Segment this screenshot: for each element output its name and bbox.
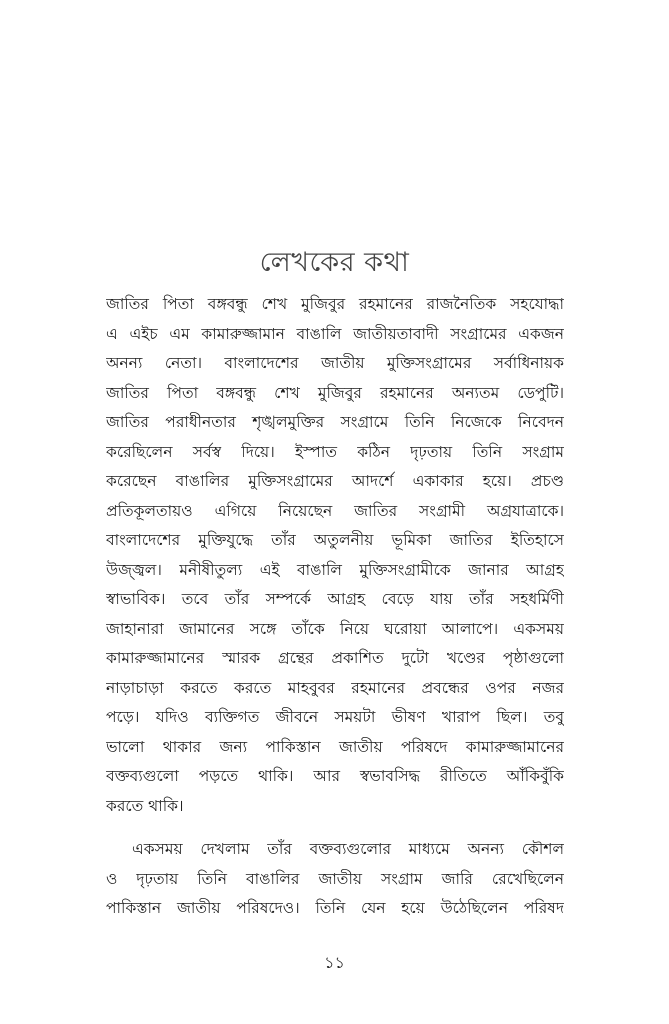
- text-line: করেছিলেন সর্বস্ব দিয়ে। ইস্পাত কঠিন দৃঢ়তায় তিনি সংগ্রাম: [106, 442, 564, 461]
- body-text: [106, 290, 564, 924]
- text-line: এ এইচ এম কামারুজ্জামান বাঙালি জাতীয়তাবাদী সংগ্রামের একজন: [106, 324, 564, 343]
- text-line: উজ্জ্বল। মনীষীতুল্য এই বাঙালি মুক্তিসংগ্রামীকে জানার আগ্রহ: [106, 560, 564, 579]
- text-line: প্রতিকূলতায়ও এগিয়ে নিয়েছেন জাতির সংগ্রামী অগ্রযাত্রাকে।: [106, 501, 564, 520]
- text-line: পাকিস্তান জাতীয় পরিষদেও। তিনি যেন হয়ে উঠেছিলেন পরিষদ: [106, 899, 564, 917]
- text-line: পড়ে। যদিও ব্যক্তিগত জীবনে সময়টা ভীষণ খারাপ ছিল। তবু: [106, 708, 564, 726]
- text-line: অনন্য নেতা। বাংলাদেশের জাতীয় মুক্তিসংগ্রামের সর্বাধিনায়ক: [106, 354, 564, 372]
- text-line: একসময় দেখলাম তাঁর বক্তব্যগুলোর মাধ্যমে অনন্য কৌশল: [132, 840, 564, 858]
- text-line: জাহানারা জামানের সঙ্গে তাঁকে নিয়ে ঘরোয়া আলাপে। একসময়: [106, 619, 564, 638]
- text-line: জাতির পিতা বঙ্গবন্ধু শেখ মুজিবুর রহমানের রাজনৈতিক সহযোদ্ধা: [106, 295, 564, 313]
- paragraph-2: [106, 835, 564, 924]
- paragraph-1: [106, 290, 564, 821]
- text-line: বাংলাদেশের মুক্তিযুদ্ধে তাঁর অতুলনীয় ভূমিকা জাতির ইতিহাসে: [106, 531, 564, 549]
- text-line: করেছেন বাঙালির মুক্তিসংগ্রামের আদর্শে একাকার হয়ে। প্রচণ্ড: [106, 472, 564, 490]
- text-line: ভালো থাকার জন্য পাকিস্তান জাতীয় পরিষদে কামারুজ্জামানের: [106, 737, 564, 756]
- text-line: স্বাভাবিক। তবে তাঁর সম্পর্কে আগ্রহ বেড়ে যায় তাঁর সহধর্মিণী: [106, 590, 564, 608]
- text-line: নাড়াচাড়া করতে করতে মাহবুবর রহমানের প্রবন্ধের ওপর নজর: [106, 678, 564, 697]
- page-number: ১১: [324, 953, 345, 972]
- text-line: করতে থাকি।: [106, 796, 184, 815]
- text-line: জাতির পিতা বঙ্গবন্ধু শেখ মুজিবুর রহমানের অন্যতম ডেপুটি।: [106, 383, 564, 402]
- text-line: জাতির পরাধীনতার শৃঙ্খলমুক্তির সংগ্রামে তিনি নিজেকে নিবেদন: [106, 413, 564, 431]
- paragraph-gap: [106, 821, 564, 835]
- text-line: বক্তব্যগুলো পড়তে থাকি। আর স্বভাবসিদ্ধ রীতিতে আঁকিবুঁকি: [106, 767, 564, 785]
- text-line: কামারুজ্জামানের স্মারক গ্রন্থের প্রকাশিত দুটো খণ্ডের পৃষ্ঠাগুলো: [106, 649, 564, 667]
- text-line: ও দৃঢ়তায় তিনি বাঙালির জাতীয় সংগ্রাম জারি রেখেছিলেন: [106, 869, 564, 888]
- page-title: লেখকের কথা: [259, 247, 410, 278]
